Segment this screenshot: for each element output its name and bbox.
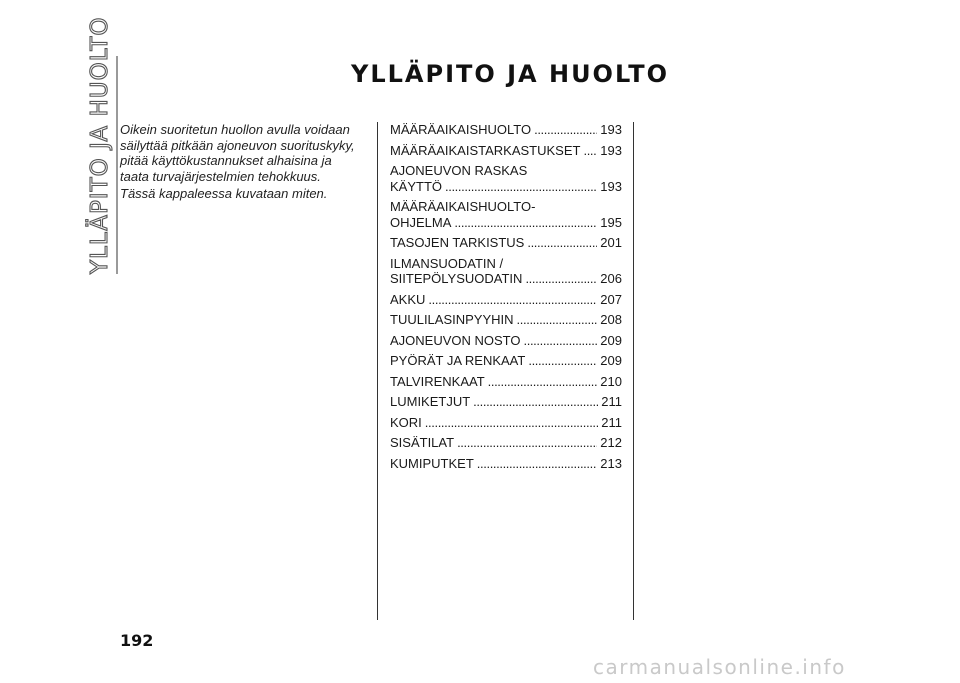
side-chapter-label: YLLÄPITO JA HUOLTO — [87, 16, 113, 274]
toc-entry-label: PYÖRÄT JA RENKAAT — [390, 353, 526, 368]
toc-entry[interactable] — [390, 163, 622, 194]
toc-entry-label: LUMIKETJUT — [390, 394, 471, 409]
toc-entry[interactable] — [390, 333, 622, 349]
toc-entry-page: 211 — [601, 394, 622, 409]
toc-leader-dots — [583, 143, 597, 159]
toc-leader-dots — [457, 435, 597, 451]
toc-entry-page: 193 — [600, 178, 622, 194]
toc-leader-dots — [454, 215, 597, 231]
toc-entry-page: 213 — [600, 455, 622, 471]
page-number: 192 — [120, 631, 154, 650]
toc-entry-label: KÄYTTÖ — [390, 178, 443, 194]
toc-entry-label: TALVIRENKAAT — [390, 373, 485, 389]
toc-entry[interactable] — [390, 435, 622, 451]
toc-entry-label: MÄÄRÄAIKAISHUOLTO — [390, 122, 532, 137]
toc-entry[interactable] — [390, 353, 622, 369]
toc-leader-dots — [525, 271, 597, 287]
toc-leader-dots — [425, 415, 598, 431]
toc-leader-dots — [527, 235, 597, 251]
toc-entry-page: 207 — [600, 291, 622, 307]
toc-leader-dots — [517, 312, 598, 328]
toc-leader-dots — [473, 394, 598, 410]
intro-paragraph: Tässä kappaleessa kuvataan miten. — [120, 186, 328, 201]
toc-leader-dots — [477, 456, 598, 472]
toc-entry-label: MÄÄRÄAIKAISTARKASTUKSET — [390, 142, 581, 158]
toc-entry-page: 193 — [600, 142, 622, 158]
toc-entry-label: KUMIPUTKET — [390, 455, 474, 471]
toc-entry[interactable] — [390, 199, 622, 230]
toc-leader-dots — [428, 292, 597, 308]
toc-entry[interactable] — [390, 256, 622, 287]
toc-entry[interactable] — [390, 415, 622, 431]
column-divider-left — [377, 122, 378, 620]
table-of-contents — [390, 122, 622, 476]
toc-entry-page: 195 — [600, 214, 622, 230]
toc-entry-label: AJONEUVON RASKAS — [390, 163, 528, 178]
toc-entry[interactable] — [390, 122, 622, 138]
toc-entry-page: 206 — [600, 271, 622, 286]
toc-entry-label: OHJELMA — [390, 214, 452, 230]
toc-entry-label: AJONEUVON NOSTO — [390, 332, 521, 348]
toc-entry-page: 201 — [600, 235, 622, 250]
toc-leader-dots — [488, 374, 598, 390]
toc-entry-page: 212 — [600, 435, 622, 450]
watermark: carmanualsonline.info — [593, 655, 846, 679]
toc-entry-label: KORI — [390, 414, 422, 430]
toc-entry-page: 208 — [600, 312, 622, 327]
toc-entry-label: TUULILASINPYYHIN — [390, 312, 514, 327]
toc-entry-label: TASOJEN TARKISTUS — [390, 235, 525, 250]
intro-paragraph: Oikein suoritetun huollon avulla voidaan säilyttää pitkään ajoneuvon suorituskyky, pitää käyttökustannukset alhaisina ja taata turvajärjestelmien tehokkuus. — [120, 122, 355, 184]
page-title: YLLÄPITO JA HUOLTO — [350, 60, 670, 88]
side-divider — [116, 56, 118, 274]
toc-entry[interactable] — [390, 394, 622, 410]
toc-entry[interactable] — [390, 374, 622, 390]
toc-leader-dots — [534, 122, 597, 138]
toc-leader-dots — [528, 353, 597, 369]
toc-entry-page: 193 — [600, 122, 622, 137]
toc-entry-label: SISÄTILAT — [390, 435, 455, 450]
toc-entry[interactable] — [390, 143, 622, 159]
toc-entry[interactable] — [390, 292, 622, 308]
side-chapter-tab — [86, 16, 114, 274]
toc-entry[interactable] — [390, 235, 622, 251]
column-divider-right — [633, 122, 634, 620]
toc-entry-page: 211 — [601, 414, 622, 430]
toc-entry[interactable] — [390, 456, 622, 472]
toc-entry-page: 209 — [600, 353, 622, 368]
toc-entry-page: 210 — [600, 373, 622, 389]
toc-entry-label: ILMANSUODATIN / — [390, 255, 504, 271]
toc-leader-dots — [524, 333, 598, 349]
toc-leader-dots — [445, 179, 597, 195]
toc-entry-page: 209 — [600, 332, 622, 348]
toc-entry[interactable] — [390, 312, 622, 328]
toc-entry-label: SIITEPÖLYSUODATIN — [390, 271, 523, 286]
intro-text — [120, 122, 360, 202]
toc-entry-label: MÄÄRÄAIKAISHUOLTO- — [390, 199, 536, 214]
toc-entry-label: AKKU — [390, 291, 426, 307]
